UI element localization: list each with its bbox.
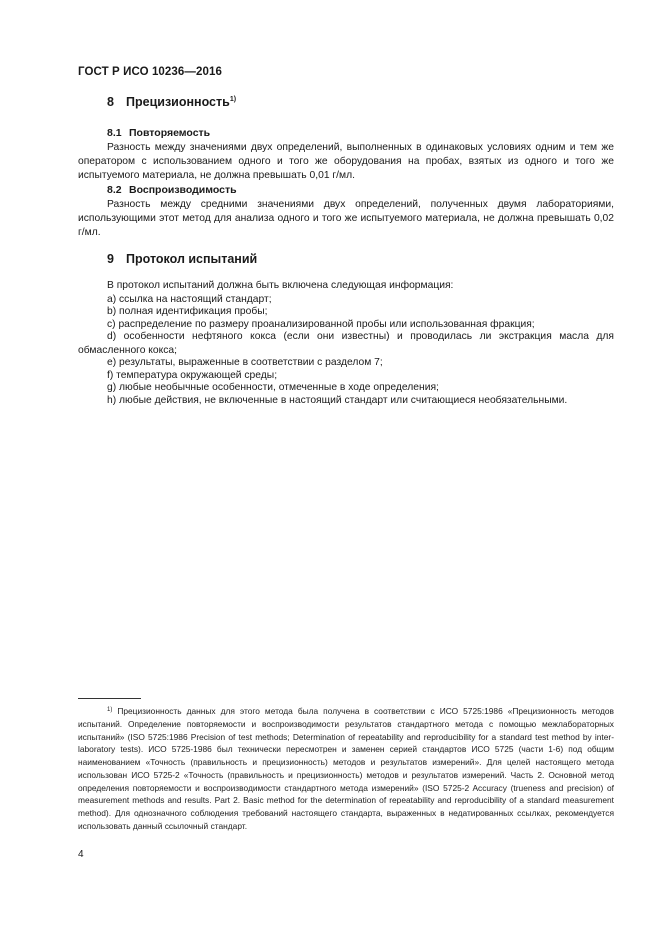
subsection-8-2-number: 8.2	[107, 184, 122, 196]
subsection-8-1-heading	[107, 127, 210, 139]
footnote-ref: 1)	[229, 96, 237, 103]
list-item-g: g) любые необычные особенности, отмеченные в ходе определения;	[107, 382, 439, 393]
subsection-8-2-text: Разность между средними значениями двух определений, полученных двумя лабораториями, использующими этот метод для анализа одного и того же испытуемого материала, не должна превышать 0,02 г/мл.	[78, 199, 614, 239]
section-9-title: Протокол испытаний	[126, 252, 258, 266]
footnote-text: Прецизионность данных для этого метода была получена в соответствии с ИСО 5725:1986 «Прецизионность методов испытаний. Определение повторяемости и воспроизводимости результатов стандартного метода с помощью межлабораторных испытаний» (ISO 5725:1986 Precision of test methods; Determination of repeatability and reproducibility for a standard test method by inter-laboratory tests). ИСО 5725-1986 был технически пересмотрен и заменен серией стандартов ИСО 5725 (части 1-6) под общим наименованием «Точность (правильность и прецизионность) методов и результатов измерений». Для целей настоящего метода использован ИСО 5725-2 «Точность (правильность и прецизионность) методов и результатов измерений. Часть 2. Основной метод определения повторяемости и воспроизводимости стандартного метода измерений» (ISO 5725-2 Accuracy (trueness and precision) of measurement methods and results. Part 2. Basic method for the determination of repeatability and reproducibility of a standard measurement method). Для однозначного соблюдения требований настоящего стандарта, выраженных в недатированных ссылках, рекомендуется использовать данный ссылочный стандарт.	[78, 706, 614, 831]
list-item-d: d) особенности нефтяного кокса (если они известны) и проводилась ли экстракция масла для обмасленного кокса;	[78, 331, 614, 356]
list-item-a: a) ссылка на настоящий стандарт;	[107, 294, 272, 305]
section-8-heading	[107, 95, 236, 109]
section-8-title: Прецизионность	[126, 95, 230, 109]
section-8-number: 8	[107, 95, 114, 109]
list-item-e: e) результаты, выраженные в соответствии с разделом 7;	[107, 357, 383, 368]
footnote-mark: 1)	[107, 707, 113, 713]
section-9-heading	[107, 252, 257, 266]
section-9-intro: В протокол испытаний должна быть включена следующая информация:	[107, 280, 454, 291]
subsection-8-2-heading	[107, 184, 237, 196]
list-item-f: f) температура окружающей среды;	[107, 370, 278, 381]
footnote	[78, 704, 614, 833]
subsection-8-1-title: Повторяемость	[129, 127, 211, 139]
section-9-number: 9	[107, 252, 114, 266]
document-header: ГОСТ Р ИСО 10236—2016	[78, 66, 223, 78]
footnote-separator	[78, 698, 141, 699]
subsection-8-1-text: Разность между значениями двух определений, выполненных в одинаковых условиях одним и тем же оператором с использованием одного и того же оборудования на пробах, взятых из одного и того же испытуемого материала, не должна превышать 0,01 г/мл.	[78, 142, 614, 182]
list-item-h: h) любые действия, не включенные в настоящий стандарт или считающиеся необязательными.	[107, 395, 568, 406]
list-item-b: b) полная идентификация пробы;	[107, 306, 268, 317]
subsection-8-1-number: 8.1	[107, 127, 122, 139]
list-item-c: c) распределение по размеру проанализированной пробы или использованная фракция;	[107, 319, 535, 330]
page-number: 4	[78, 849, 84, 860]
subsection-8-2-title: Воспроизводимость	[129, 184, 237, 196]
